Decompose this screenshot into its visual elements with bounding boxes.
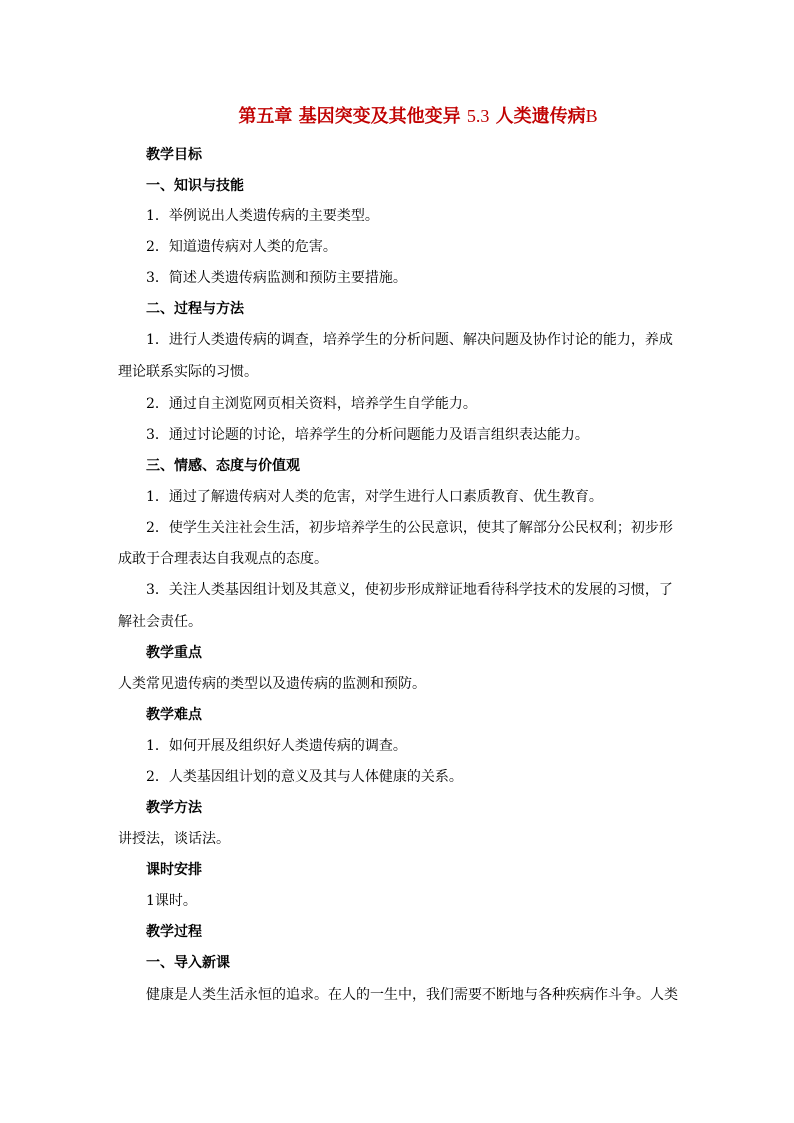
paragraph-line: 2．使学生关注社会生活，初步培养学生的公民意识，使其了解部分公民权利；初步形 <box>146 520 673 536</box>
paragraph-line: 3．关注人类基因组计划及其意义，使初步形成辩证地看待科学技术的发展的习惯，了 <box>146 582 673 598</box>
paragraph-line: 3．通过讨论题的讨论，培养学生的分析问题能力及语言组织表达能力。 <box>146 427 589 443</box>
paragraph-line: 1．进行人类遗传病的调查，培养学生的分析问题、解决问题及协作讨论的能力，养成 <box>146 332 673 348</box>
heading-teaching-methods: 教学方法 <box>146 800 202 816</box>
paragraph-line: 1．如何开展及组织好人类遗传病的调查。 <box>146 738 407 754</box>
heading-emotion-values: 三、情感、态度与价值观 <box>146 458 300 474</box>
title-topic: 人类遗传病 <box>495 106 586 127</box>
paragraph-line: 1．举例说出人类遗传病的主要类型。 <box>146 208 379 224</box>
heading-process-method: 二、过程与方法 <box>146 301 244 317</box>
heading-class-schedule: 课时安排 <box>146 862 202 878</box>
paragraph-line: 2．人类基因组计划的意义及其与人体健康的关系。 <box>146 769 463 785</box>
paragraph-line: 2．通过自主浏览网页相关资料，培养学生自学能力。 <box>146 396 477 412</box>
heading-teaching-goals: 教学目标 <box>146 147 202 163</box>
paragraph-line: 健康是人类生活永恒的追求。在人的一生中，我们需要不断地与各种疾病作斗争。人类 <box>146 987 678 1003</box>
document-title <box>0 102 794 128</box>
title-variant: B <box>585 106 598 126</box>
paragraph-line: 解社会责任。 <box>118 614 202 630</box>
paragraph-line: 人类常见遗传病的类型以及遗传病的监测和预防。 <box>118 676 426 692</box>
paragraph-line: 2．知道遗传病对人类的危害。 <box>146 239 337 255</box>
heading-key-points: 教学重点 <box>146 645 202 661</box>
paragraph-line: 1课时。 <box>146 893 197 909</box>
heading-new-lesson-intro: 一、导入新课 <box>146 955 230 971</box>
title-chapter: 第五章 基因突变及其他变异 <box>238 106 461 127</box>
title-section-number: 5.3 <box>466 106 490 126</box>
paragraph-line: 3．简述人类遗传病监测和预防主要措施。 <box>146 270 407 286</box>
heading-teaching-process: 教学过程 <box>146 924 202 940</box>
paragraph-line: 讲授法，谈话法。 <box>118 831 230 847</box>
paragraph-line: 理论联系实际的习惯。 <box>118 364 258 380</box>
heading-difficult-points: 教学难点 <box>146 707 202 723</box>
paragraph-line: 成敢于合理表达自我观点的态度。 <box>118 551 328 567</box>
heading-knowledge-skills: 一、知识与技能 <box>146 178 244 194</box>
paragraph-line: 1．通过了解遗传病对人类的危害，对学生进行人口素质教育、优生教育。 <box>146 489 603 505</box>
